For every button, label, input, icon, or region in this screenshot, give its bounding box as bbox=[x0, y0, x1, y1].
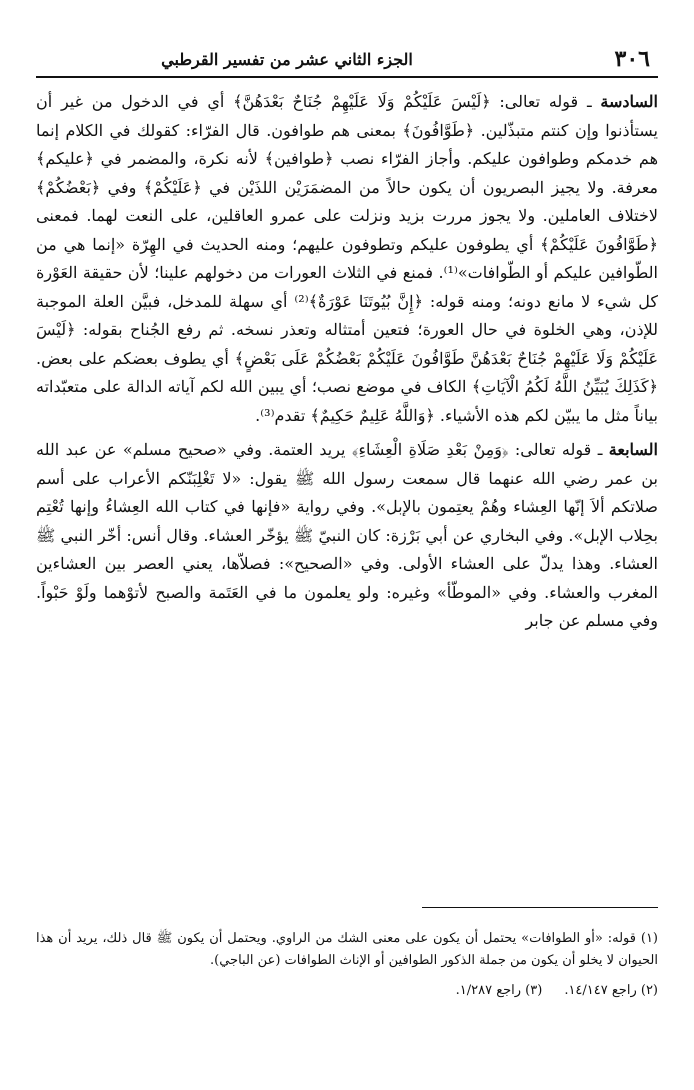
main-text bbox=[36, 88, 658, 636]
footnote-divider bbox=[422, 907, 658, 908]
section-lead-sixth: السادسة bbox=[600, 92, 658, 111]
page-number: ٣٠٦ bbox=[614, 46, 650, 72]
footnotes bbox=[36, 928, 658, 1002]
paragraph-text: ـ قوله تعالى: ﴿وَمِنْ بَعْدِ صَلَاةِ الْعِشَاءِ﴾ يريد العتمة. وفي «صحيح مسلم» عن عبد الله بن عمر رضي الله عنهما قال سمعت رسول الله ﷺ يقول: «لا تَغْلِبَنّكم الأعراب على أسم صلاتكم ألاَ إنّها العِشاء وهُمْ يعتِمون بالإبل». وفي رواية «فإنها في كتاب الله العِشاءُ وإنها تُعْتِم بحِلاب الإبل». وفي البخاري عن أبي بَرْزة: كان النبيّ ﷺ يؤخّر العشاء. وقال أنس: أخّر النبي ﷺ العشاء. وهذا يدلّ على العشاء الأولى. وفي «الصحيح»: فصلاّها، يعني العصر بين العشاءين المغرب والعشاء. وفي «الموطّأ» وغيره: ولو يعلمون ما في العَتَمة والصبح لأتوْهما ولَوْ حَبْواً. وفي مسلم عن جابر bbox=[36, 440, 659, 630]
paragraph-seventh bbox=[36, 436, 658, 636]
footnote-refs bbox=[36, 980, 658, 1002]
page-header bbox=[36, 44, 658, 78]
footnote-2: (٢) راجع ١٤/١٤٧. bbox=[564, 983, 658, 998]
paragraph-sixth bbox=[36, 88, 658, 430]
footnote-1: (١) قوله: «أو الطوافات» يحتمل أن يكون على معنى الشك من الراوي. ويحتمل أن يكون ﷺ قال ذلك، يريد أن هذا الحيوان لا يخلو أن يكون من جملة الذكور الطوافين أو الإناث الطوافات (عن الباجي). bbox=[36, 931, 658, 968]
footnote-3: (٣) راجع ١/٢٨٧. bbox=[455, 983, 543, 998]
running-title: الجزء الثاني عشر من تفسير القرطبي bbox=[161, 50, 413, 69]
paragraph-text: ـ قوله تعالى: ﴿لَيْسَ عَلَيْكُمْ وَلَا عَلَيْهِمْ جُنَاحٌ بَعْدَهُنَّ﴾ أي في الدخول من غير أن يستأذنوا وإن كنتم متبذّلين. ﴿طَوَّافُونَ﴾ بمعنى هم طوافون. قال الفرّاء: كقولك في الكلام إنما هم خدمكم وطوافون عليكم. وأجاز الفرّاء نصب ﴿طوافين﴾ لأنه نكرة، والمضمر في ﴿عليكم﴾ معرفة. ولا يجيز البصريون أن يكون حالاً من المضمَرَيْن اللذَيْن في ﴿عَلَيْكُمْ﴾ وفي ﴿بَعْضُكُمْ﴾ لاختلاف العاملين. ولا يجوز مررت بزيد ونزلت على عمرو العاقلين، على النعت لهما. فمعنى ﴿طَوَّافُونَ عَلَيْكُمْ﴾ أي يطوفون عليكم وتطوفون عليهم؛ ومنه الحديث في الهِرّة «إنما هي من الطّوافين عليكم أو الطّوافات»⁽¹⁾. فمنع في الثلاث العورات من دخولهم علينا؛ لأن حقيقة العَوْرة كل شيء لا مانع دونه؛ ومنه قوله: ﴿إِنَّ بُيُوتَنَا عَوْرَةٌ﴾⁽²⁾ أي سهلة للمدخل، فبيَّن العلة الموجبة للإذن، وهي الخلوة في حال العورة؛ فتعين أمتثاله وتعذر نسخه. ثم رفع الجُناح بقوله: ﴿لَيْسَ عَلَيْكُمْ وَلَا عَلَيْهِمْ جُنَاحٌ بَعْدَهُنَّ طَوَّافُونَ عَلَيْكُمْ بَعْضُكُمْ عَلَى بَعْضٍ﴾ أي يطوف بعضكم على بعض. ﴿كَذَلِكَ يُبَيِّنُ اللَّهُ لَكُمُ الْآيَاتِ﴾ الكاف في موضع نصب؛ أي يبين الله لكم آياته الدالة على متعبّداته بياناً مثل ما يبيّن لكم هذه الأشياء. ﴿وَاللَّهُ عَلِيمٌ حَكِيمٌ﴾ تقدم⁽³⁾. bbox=[36, 92, 659, 425]
section-lead-seventh: السابعة bbox=[608, 440, 658, 459]
